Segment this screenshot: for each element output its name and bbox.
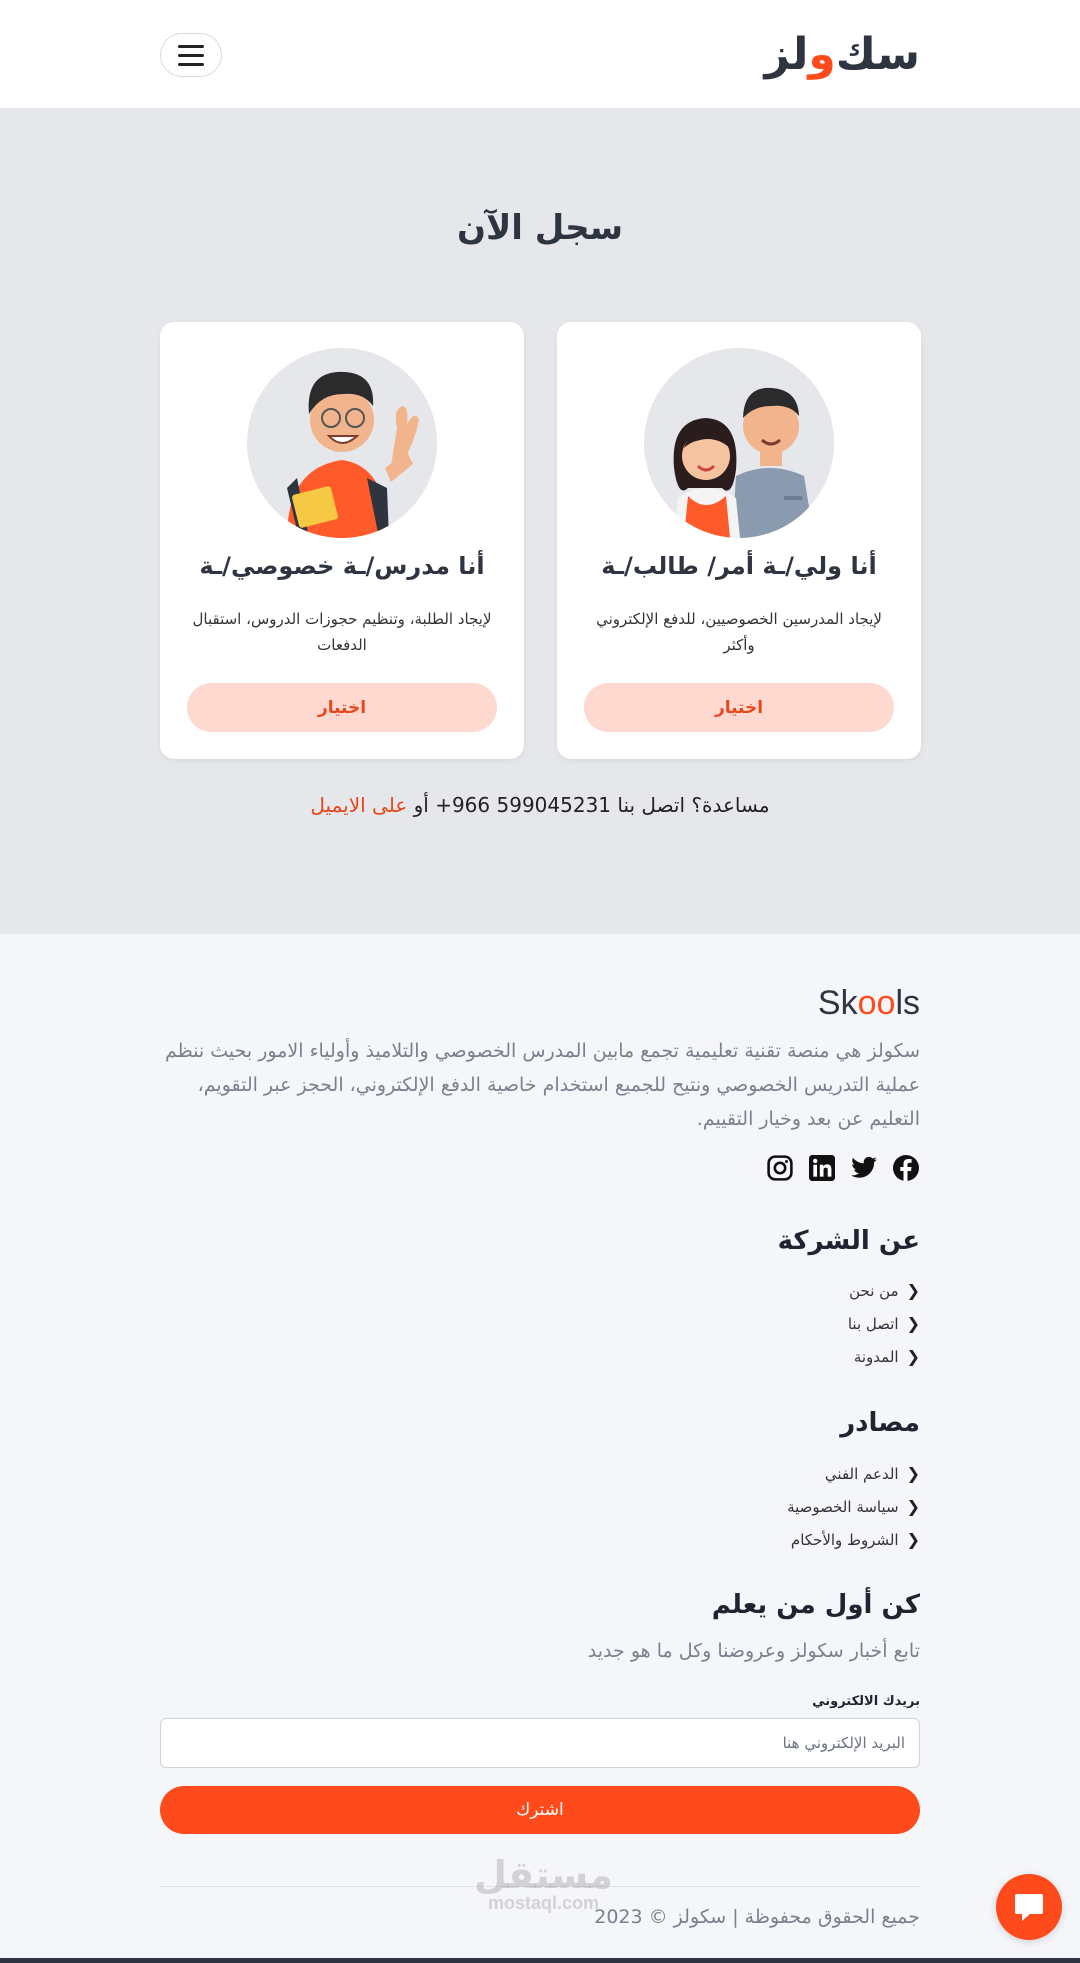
logo-text-part: سك xyxy=(835,28,920,80)
watermark xyxy=(474,1853,613,1913)
watermark-en: mostaql.com xyxy=(487,1893,599,1913)
resources-links xyxy=(787,1457,920,1556)
tutor-card xyxy=(160,322,524,759)
chat-button[interactable] xyxy=(996,1874,1062,1940)
chevron-left-icon: ❮ xyxy=(906,1347,920,1366)
menu-icon-bar xyxy=(178,63,204,66)
tutor-avatar xyxy=(247,348,437,538)
newsletter-subtitle: تابع أخبار سكولز وعروضنا وكل ما هو جديد xyxy=(587,1640,920,1662)
resources-section-title: مصادر xyxy=(840,1408,920,1438)
logo-text-part: لز xyxy=(764,28,809,80)
chevron-left-icon: ❮ xyxy=(906,1281,920,1300)
link-label: الشروط والأحكام xyxy=(790,1530,899,1549)
linkedin-icon[interactable] xyxy=(808,1154,836,1182)
chat-bubble-icon xyxy=(1012,1890,1046,1924)
card-description: لإيجاد المدرسين الخصوصيين، للدفع الإلكتروني وأكثر xyxy=(596,610,882,654)
help-line xyxy=(0,793,1080,817)
logo-text-accent: و xyxy=(808,28,836,80)
site-footer xyxy=(0,934,1080,1963)
register-section xyxy=(0,108,1080,934)
parent-student-card xyxy=(557,322,921,759)
menu-icon-bar xyxy=(178,45,204,48)
link-label: المدونة xyxy=(853,1347,899,1366)
help-phone[interactable]: +966 599045231 xyxy=(435,793,612,817)
parent-student-avatar xyxy=(644,348,834,538)
copyright-text: جميع الحقوق محفوظة | سكولز © 2023 xyxy=(594,1906,920,1928)
link-label: من نحن xyxy=(849,1281,899,1300)
site-header xyxy=(0,0,1080,108)
social-links xyxy=(766,1154,920,1182)
chevron-left-icon: ❮ xyxy=(906,1464,920,1483)
footer-link-contact[interactable] xyxy=(848,1307,920,1340)
bottom-bar xyxy=(0,1958,1080,1963)
watermark-ar: مستقل xyxy=(474,1853,613,1897)
newsletter-title: كن أول من يعلم xyxy=(711,1590,920,1620)
page-title: سجل الآن xyxy=(456,208,624,248)
chevron-left-icon: ❮ xyxy=(906,1530,920,1549)
hamburger-menu-button[interactable] xyxy=(160,33,222,77)
about-text: سكولز هي منصة تقنية تعليمية تجمع مابين المدرس الخصوصي والتلاميذ وأولياء الامور بحيث ننظم عملية التدريس الخصوصي ونتيح للجميع استخدام خاصية الدفع الإلكتروني، الحجز عبر التقويم، التعليم عن بعد وخيار التقييم. xyxy=(164,1040,920,1130)
card-title: أنا ولي/ـة أمر/ طالب/ـة xyxy=(601,552,877,580)
card-description: لإيجاد الطلبة، وتنظيم حجوزات الدروس، استقبال الدفعات xyxy=(192,610,492,654)
footer-logo-part: Sk xyxy=(817,984,858,1022)
help-email-link[interactable]: على الايميل xyxy=(310,793,408,817)
site-logo[interactable] xyxy=(764,26,920,82)
footer-logo-accent: oo xyxy=(857,984,896,1022)
chevron-left-icon: ❮ xyxy=(906,1314,920,1333)
company-links xyxy=(848,1274,920,1373)
choose-parent-button[interactable]: اختيار xyxy=(584,683,894,732)
footer-link-about[interactable] xyxy=(848,1274,920,1307)
chevron-left-icon: ❮ xyxy=(906,1497,920,1516)
company-section-title: عن الشركة xyxy=(777,1226,920,1256)
link-label: الدعم الفني xyxy=(824,1464,899,1483)
footer-link-terms[interactable] xyxy=(787,1523,920,1556)
footer-link-privacy[interactable] xyxy=(787,1490,920,1523)
instagram-icon[interactable] xyxy=(766,1154,794,1182)
card-title: أنا مدرس/ـة خصوصي/ـة xyxy=(199,552,485,580)
email-label: بريدك الالكتروني xyxy=(812,1694,920,1709)
footer-logo-part: ls xyxy=(895,984,920,1022)
link-label: سياسة الخصوصية xyxy=(787,1497,899,1516)
help-or: أو xyxy=(413,793,429,817)
link-label: اتصل بنا xyxy=(847,1314,899,1333)
help-text: مساعدة؟ اتصل بنا xyxy=(617,793,770,817)
footer-link-blog[interactable] xyxy=(848,1340,920,1373)
subscribe-button[interactable]: اشترك xyxy=(160,1786,920,1834)
footer-link-support[interactable] xyxy=(787,1457,920,1490)
choose-tutor-button[interactable]: اختيار xyxy=(187,683,497,732)
menu-icon-bar xyxy=(178,54,204,57)
facebook-icon[interactable] xyxy=(892,1154,920,1182)
twitter-icon[interactable] xyxy=(850,1154,878,1182)
footer-logo[interactable] xyxy=(818,984,920,1023)
email-input[interactable] xyxy=(160,1718,920,1768)
